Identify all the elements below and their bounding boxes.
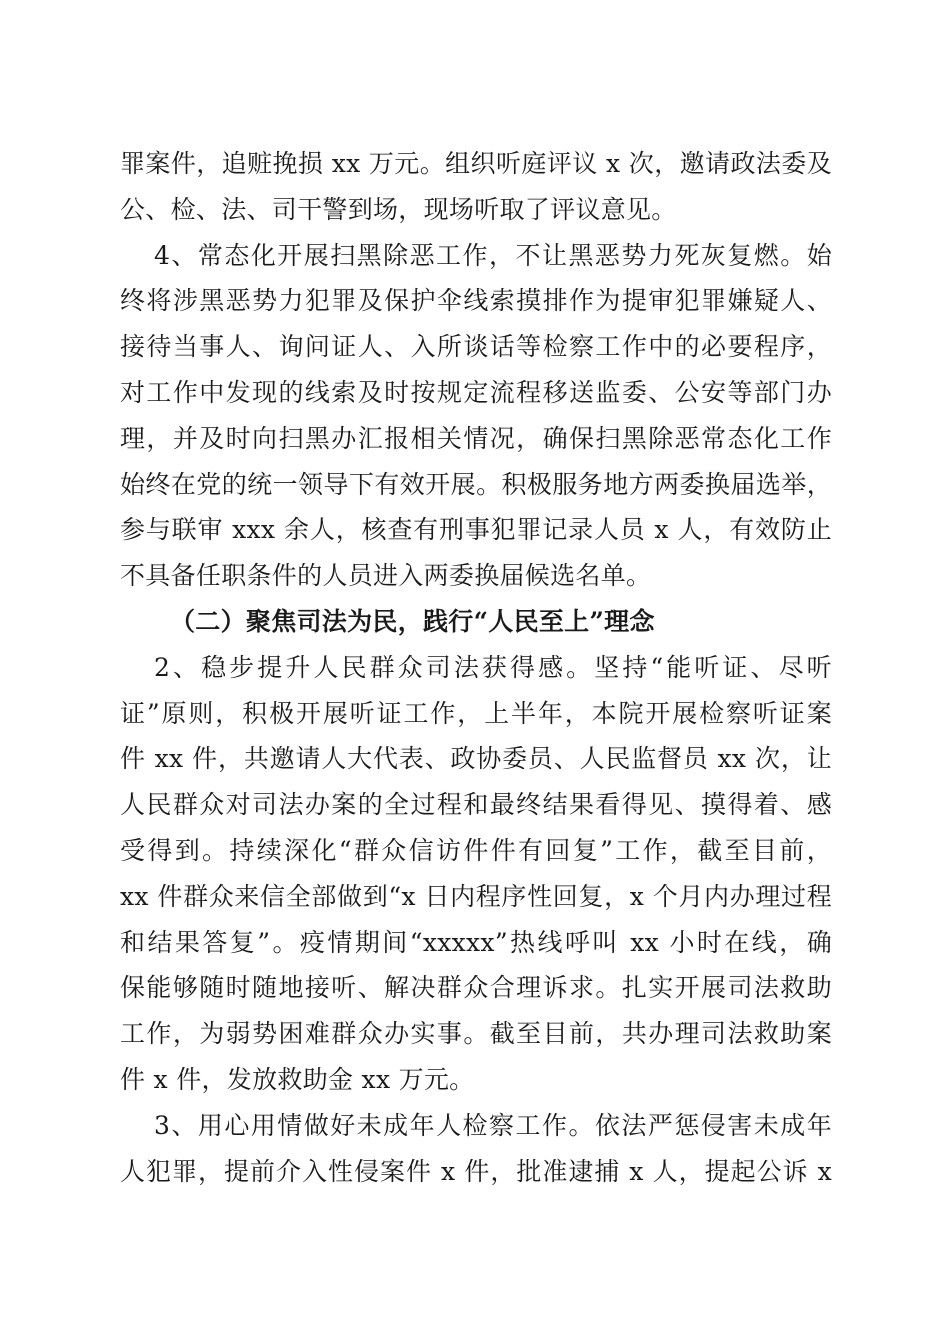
body-line: 件 x 件，发放救助金 xx 万元。 [120, 1064, 475, 1094]
body-line: 受得到。持续深化“群众信访件件有回复”工作，截至目前， [120, 835, 832, 865]
body-line: 参与联审 xxx 余人，核查有刑事犯罪记录人员 x 人，有效防止 [120, 515, 832, 545]
body-line: 终将涉黑恶势力犯罪及保护伞线索摸排作为提审犯罪嫌疑人、 [120, 286, 832, 316]
body-line: 接待当事人、询问证人、入所谈话等检察工作中的必要程序， [120, 332, 832, 362]
body-line: 工作，为弱势困难群众办实事。截至目前，共办理司法救助案 [120, 1019, 832, 1049]
body-line: 和结果答复”。疫情期间“xxxxx”热线呼叫 xx 小时在线，确 [120, 927, 832, 957]
section-heading: （二）聚焦司法为民，践行“人民至上”理念 [170, 606, 655, 636]
paragraph-first-line: 3、用心用情做好未成年人检察工作。依法严惩侵害未成年 [154, 1110, 832, 1140]
body-line: 件 xx 件，共邀请人大代表、政协委员、人民监督员 xx 次，让 [120, 744, 832, 774]
body-line: 人犯罪，提前介入性侵案件 x 件，批准逮捕 x 人，提起公诉 x [120, 1156, 832, 1186]
body-line: 人民群众对司法办案的全过程和最终结果看得见、摸得着、感 [120, 790, 832, 820]
paragraph-first-line: 2、稳步提升人民群众司法获得感。坚持“能听证、尽听 [154, 652, 832, 682]
body-line: 保能够随时随地接听、解决群众合理诉求。扎实开展司法救助 [120, 973, 832, 1003]
body-line: 理，并及时向扫黑办汇报相关情况，确保扫黑除恶常态化工作 [120, 423, 832, 453]
body-line: 证”原则，积极开展听证工作，上半年，本院开展检察听证案 [120, 698, 832, 728]
body-line: xx 件群众来信全部做到“x 日内程序性回复，x 个月内办理过程 [120, 881, 832, 911]
body-line: 对工作中发现的线索及时按规定流程移送监委、公安等部门办 [120, 377, 832, 407]
paragraph-first-line: 4、常态化开展扫黑除恶工作，不让黑恶势力死灰复燃。始 [154, 240, 832, 270]
body-line: 罪案件，追赃挽损 xx 万元。组织听庭评议 x 次，邀请政法委及 [120, 149, 832, 178]
body-line: 不具备任职条件的人员进入两委换届候选名单。 [120, 561, 652, 591]
document-body [120, 141, 832, 1194]
body-line: 始终在党的统一领导下有效开展。积极服务地方两委换届选举， [120, 469, 832, 499]
body-line: 公、检、法、司干警到场，现场听取了评议意见。 [120, 194, 677, 224]
